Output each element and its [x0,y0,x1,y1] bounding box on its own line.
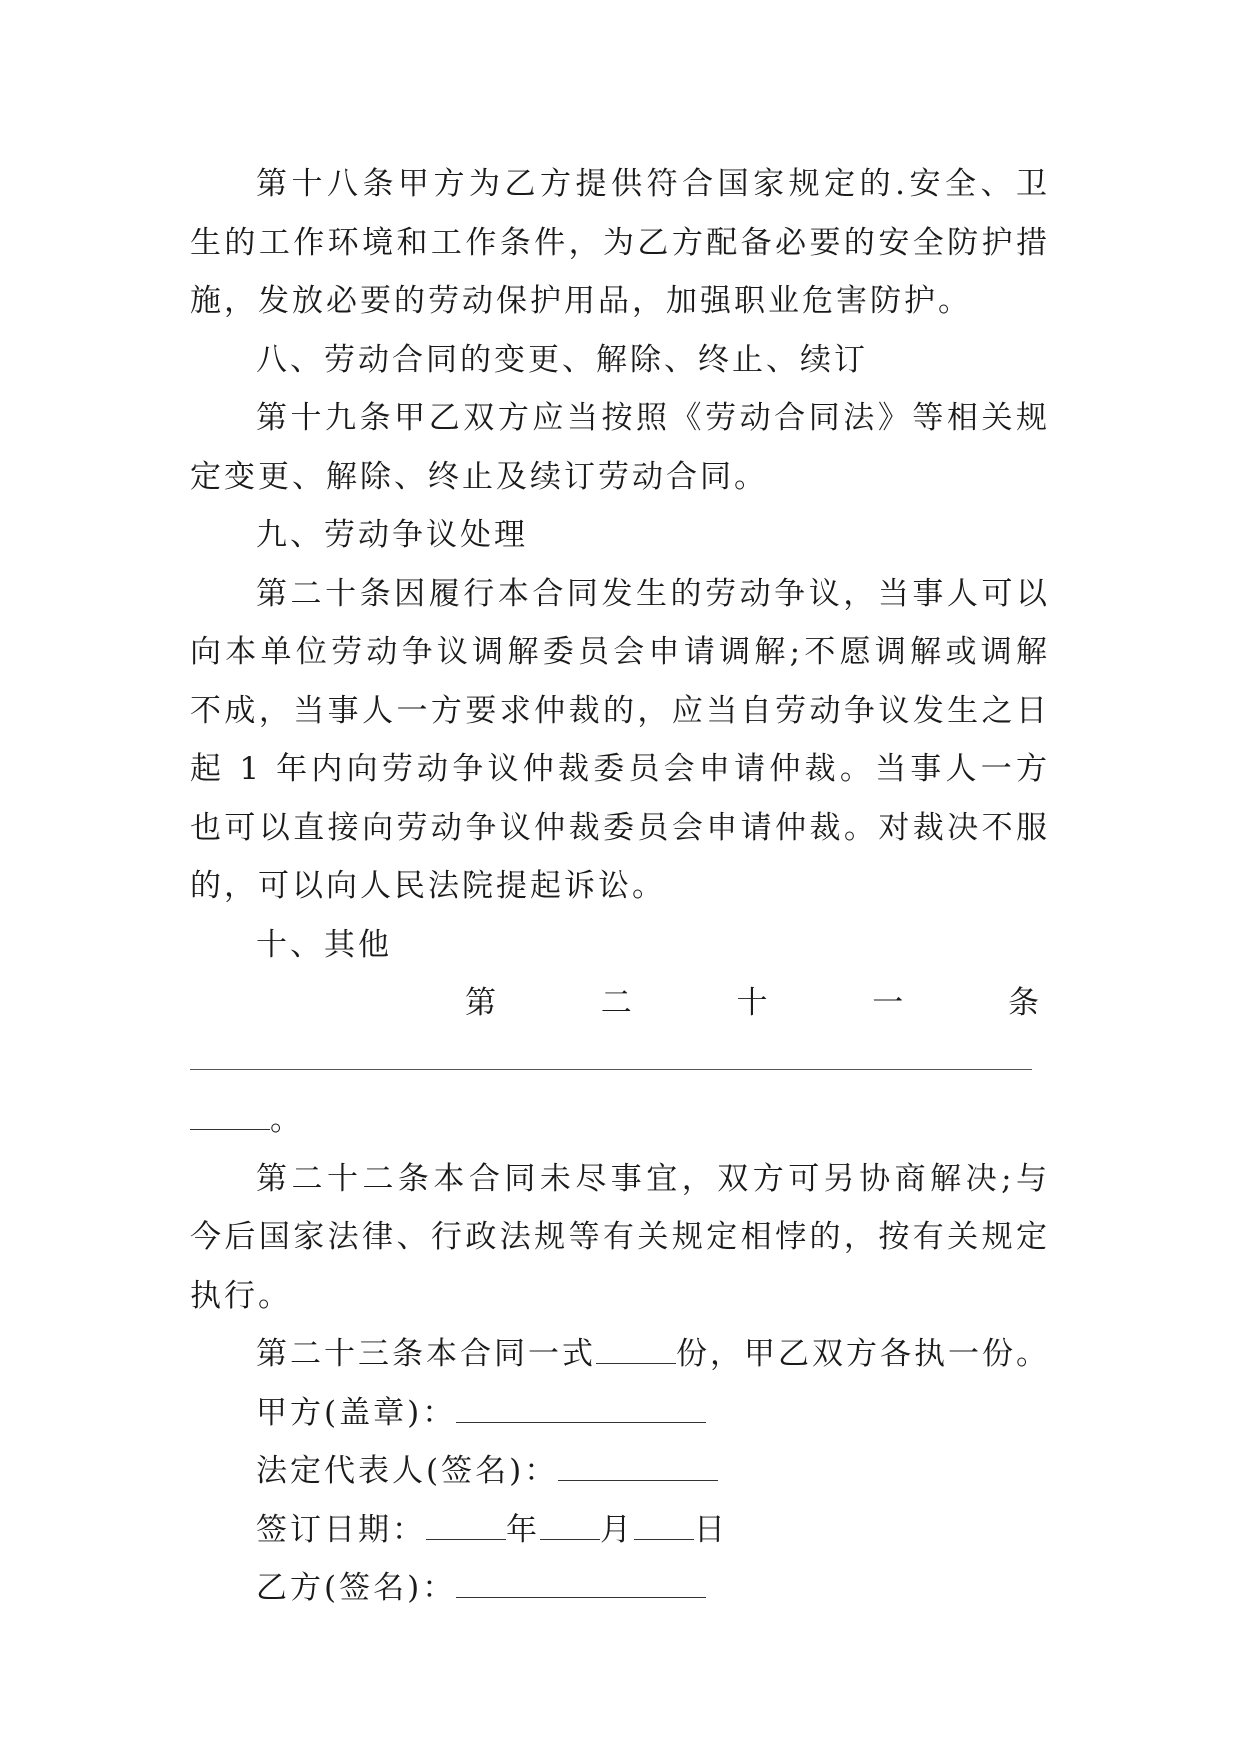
copies-blank [596,1339,676,1364]
blank-line [190,1105,270,1130]
article-21-fill-line [190,1033,1050,1092]
party-b-signature-line: 乙方(签名)： [190,1559,1050,1618]
article-21-heading [190,974,1050,1033]
article-20: 第二十条因履行本合同发生的劳动争议，当事人可以向本单位劳动争议调解委员会申请调解;不愿调解或调解不成，当事人一方要求仲裁的，应当自劳动争议发生之日起 1 年内向劳动争议仲裁委员会申请仲裁。当事人一方也可以直接向劳动争议仲裁委员会申请仲裁。对裁决不服的，可以向人民法院提起诉讼。 [190,575,1050,904]
month-blank [540,1515,600,1540]
article-21-char: 十 [736,985,771,1021]
party-a-blank [456,1398,706,1423]
article-21-char: 二 [600,985,635,1021]
legal-rep-signature-line: 法定代表人(签名)： [190,1442,1050,1501]
article-19: 第十九条甲乙双方应当按照《劳动合同法》等相关规定变更、解除、终止及续订劳动合同。 [190,400,1050,495]
party-b-blank [456,1573,706,1598]
article-21-char: 第 [465,985,499,1021]
article-21-fill-end: 。 [190,1091,1050,1150]
contract-body [190,155,1050,1618]
article-21-char: 条 [1008,985,1042,1021]
year-blank [426,1515,506,1540]
article-22: 第二十二条本合同未尽事宜，双方可另协商解决;与今后国家法律、行政法规等有关规定相悖的，按有关规定执行。 [190,1160,1050,1314]
sign-date-line: 签订日期： 年 月 日 [256,1511,728,1548]
section-9-heading: 九、劳动争议处理 [256,517,528,553]
section-8-heading: 八、劳动合同的变更、解除、终止、续订 [256,341,868,378]
day-blank [634,1515,694,1540]
article-18: 第十八条甲方为乙方提供符合国家规定的.安全、卫生的工作环境和工作条件，为乙方配备必要的安全防护措施，发放必要的劳动保护用品，加强职业危害防护。 [190,166,1050,319]
article-23: 第二十三条本合同一式 份，甲乙双方各执一份。 [256,1336,1050,1372]
legal-rep-blank [558,1456,718,1481]
party-a-signature-line: 甲方(盖章)： [190,1384,1050,1443]
article-21-char: 一 [872,985,907,1021]
section-10-heading: 十、其他 [256,926,392,963]
